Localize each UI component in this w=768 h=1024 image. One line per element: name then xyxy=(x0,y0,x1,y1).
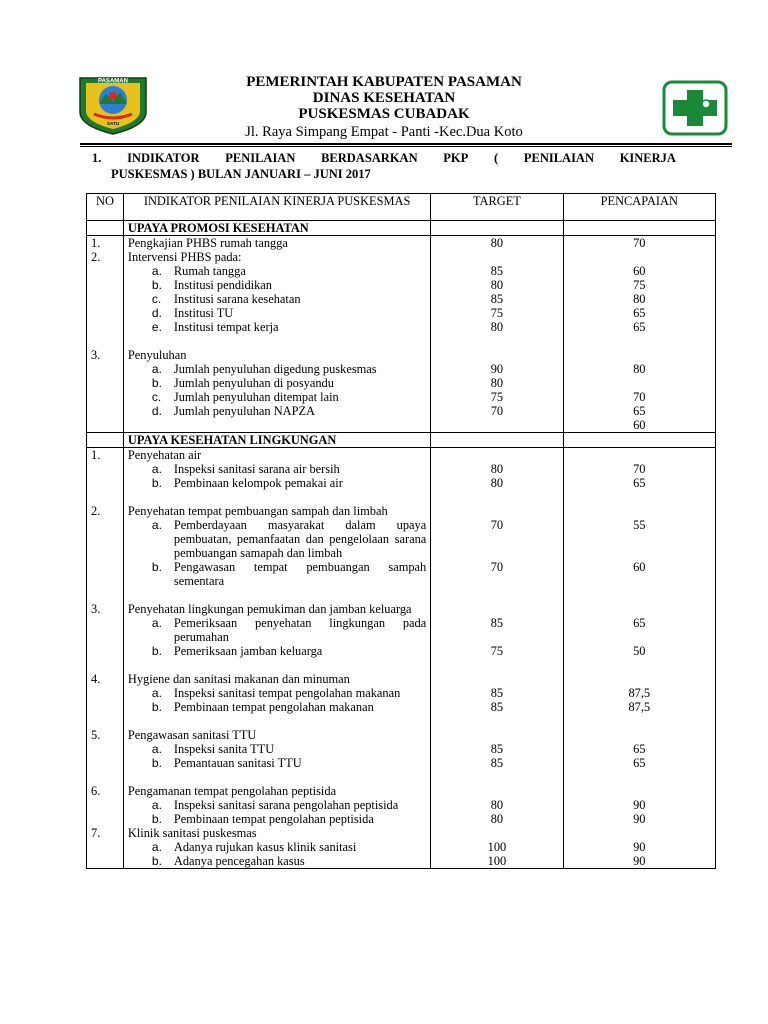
table-row xyxy=(87,504,716,518)
table-row xyxy=(87,756,716,770)
row-target: 75 xyxy=(431,306,563,320)
header-no: NO xyxy=(87,194,124,221)
table-row xyxy=(87,560,716,588)
table-row xyxy=(87,462,716,476)
category-row xyxy=(87,221,716,236)
section-heading-line2: PUSKESMAS ) BULAN JANUARI – JUNI 2017 xyxy=(111,167,371,181)
row-indicator: Pembinaan kelompok pemakai air xyxy=(173,476,343,490)
letterhead-rule-thin xyxy=(80,146,732,147)
letterhead-rule-thick xyxy=(80,143,732,145)
sub-letter: b. xyxy=(151,812,162,826)
row-achievement: 80 xyxy=(563,362,715,376)
row-target: 85 xyxy=(431,264,563,278)
row-indicator: Pengawasan tempat pembuangan sampah sementara xyxy=(173,560,427,588)
row-indicator: Pemeriksaan jamban keluarga xyxy=(173,644,323,658)
spacer-row xyxy=(87,714,716,728)
sub-letter: b. xyxy=(151,278,162,292)
table-row xyxy=(87,672,716,686)
sub-letter: a. xyxy=(151,798,162,812)
row-number: 1. xyxy=(87,236,124,251)
indicator-table xyxy=(86,193,716,869)
section-heading xyxy=(92,150,676,182)
table-row xyxy=(87,264,716,278)
table-row xyxy=(87,616,716,644)
sub-letter: d. xyxy=(151,306,162,320)
sub-letter: a. xyxy=(151,462,162,476)
row-indicator: Penyehatan lingkungan pemukiman dan jamban keluarga xyxy=(123,602,430,616)
sub-letter: d. xyxy=(151,404,162,418)
puskesmas-title: PUSKESMAS CUBADAK xyxy=(298,106,470,122)
spacer-row xyxy=(87,770,716,784)
table-row xyxy=(87,404,716,418)
table-row xyxy=(87,306,716,320)
table-row xyxy=(87,798,716,812)
row-indicator: Jumlah penyuluhan NAPZA xyxy=(173,404,316,418)
row-target: 80 xyxy=(431,236,563,251)
row-achievement: 50 xyxy=(563,644,715,658)
heading-word: PENILAIAN xyxy=(225,151,296,165)
row-indicator: Intervensi PHBS pada: xyxy=(123,250,430,264)
row-achievement: 55 xyxy=(563,518,715,560)
row-number: 7. xyxy=(87,826,124,840)
row-target: 85 xyxy=(431,742,563,756)
table-row xyxy=(87,476,716,490)
row-target: 70 xyxy=(431,518,563,560)
row-achievement: 90 xyxy=(563,854,715,869)
row-achievement: 80 xyxy=(563,292,715,306)
table-row xyxy=(87,348,716,362)
table-row xyxy=(87,812,716,826)
row-indicator: Jumlah penyuluhan ditempat lain xyxy=(173,390,339,404)
category-title: UPAYA KESEHATAN LINGKUNGAN xyxy=(123,433,430,448)
spacer-row xyxy=(87,334,716,348)
category-row xyxy=(87,433,716,448)
row-target: 80 xyxy=(431,798,563,812)
row-target: 85 xyxy=(431,700,563,714)
sub-letter: c. xyxy=(151,292,162,306)
table-row xyxy=(87,854,716,869)
sub-letter: e. xyxy=(151,320,162,334)
puskesmas-cross-logo xyxy=(662,80,728,136)
heading-word: KINERJA xyxy=(619,151,676,165)
sub-letter: a. xyxy=(151,616,162,630)
department-title: DINAS KESEHATAN xyxy=(312,90,456,106)
table-row xyxy=(87,362,716,376)
row-achievement: 60 xyxy=(563,560,715,588)
crest-text-bottom: SATU xyxy=(107,121,119,126)
table-row xyxy=(87,250,716,264)
heading-word: ( xyxy=(493,151,499,165)
row-target: 85 xyxy=(431,756,563,770)
row-indicator: Adanya rujukan kasus klinik sanitasi xyxy=(173,840,357,854)
row-indicator: Inspeksi sanitasi sarana air bersih xyxy=(173,462,340,476)
sub-letter: b. xyxy=(151,700,162,714)
row-indicator: Jumlah penyuluhan di posyandu xyxy=(173,376,334,390)
section-heading-line1 xyxy=(92,150,676,166)
sub-letter: a. xyxy=(151,264,162,278)
header-target: TARGET xyxy=(431,194,563,221)
heading-word: INDIKATOR xyxy=(127,151,200,165)
row-achievement: 65 xyxy=(563,756,715,770)
row-achievement: 65 xyxy=(563,306,715,320)
row-achievement: 90 xyxy=(563,798,715,812)
row-indicator: Inspeksi sanitasi sarana pengolahan peptisida xyxy=(173,798,399,812)
sub-letter: c. xyxy=(151,390,162,404)
spacer-row xyxy=(87,658,716,672)
row-target: 80 xyxy=(431,278,563,292)
heading-word: BERDASARKAN xyxy=(321,151,418,165)
table-row xyxy=(87,826,716,840)
table-row xyxy=(87,376,716,390)
row-target: 70 xyxy=(431,560,563,588)
table-row xyxy=(87,236,716,251)
table-row xyxy=(87,390,716,404)
row-indicator: Penyehatan tempat pembuangan sampah dan limbah xyxy=(123,504,430,518)
row-target: 90 xyxy=(431,362,563,376)
row-indicator: Institusi sarana kesehatan xyxy=(173,292,301,306)
row-target: 85 xyxy=(431,292,563,306)
row-indicator: Pengkajian PHBS rumah tangga xyxy=(123,236,430,251)
row-achievement: 70 xyxy=(563,390,715,404)
row-target: 100 xyxy=(431,854,563,869)
row-indicator: Pembinaan tempat pengolahan makanan xyxy=(173,700,374,714)
row-achievement: 65 xyxy=(563,404,715,418)
row-target: 75 xyxy=(431,390,563,404)
table-row xyxy=(87,840,716,854)
row-achievement: 90 xyxy=(563,840,715,854)
sub-letter: a. xyxy=(151,840,162,854)
row-achievement: 87,5 xyxy=(563,686,715,700)
row-indicator: Pengamanan tempat pengolahan peptisida xyxy=(123,784,430,798)
table-row xyxy=(87,686,716,700)
row-indicator: Penyuluhan xyxy=(123,348,430,362)
crest-text-top: PASAMAN xyxy=(98,78,128,85)
row-indicator: Institusi TU xyxy=(173,306,234,320)
row-achievement: 65 xyxy=(563,616,715,644)
row-target: 75 xyxy=(431,644,563,658)
row-indicator: Rumah tangga xyxy=(173,264,246,278)
row-target: 80 xyxy=(431,320,563,334)
category-title: UPAYA PROMOSI KESEHATAN xyxy=(123,221,430,236)
row-number: 2. xyxy=(87,504,124,518)
row-indicator: Inspeksi sanita TTU xyxy=(173,742,275,756)
row-achievement: 90 xyxy=(563,812,715,826)
row-indicator: Pengawasan sanitasi TTU xyxy=(123,728,430,742)
row-indicator: Penyehatan air xyxy=(123,448,430,463)
letterhead xyxy=(0,0,768,150)
row-target: 80 xyxy=(431,376,563,390)
row-achievement: 65 xyxy=(563,476,715,490)
spacer-row xyxy=(87,588,716,602)
row-target: 85 xyxy=(431,616,563,644)
row-indicator: Institusi tempat kerja xyxy=(173,320,279,334)
row-achievement: 65 xyxy=(563,742,715,756)
sub-letter: a. xyxy=(151,686,162,700)
table-row xyxy=(87,518,716,560)
table-row xyxy=(87,602,716,616)
row-number: 1. xyxy=(87,448,124,463)
row-target: 100 xyxy=(431,840,563,854)
row-achievement: 60 xyxy=(563,264,715,278)
header-indicator: INDIKATOR PENILAIAN KINERJA PUSKESMAS xyxy=(123,194,430,221)
sub-letter: b. xyxy=(151,476,162,490)
row-achievement: 60 xyxy=(563,418,715,433)
row-achievement xyxy=(563,376,715,390)
row-target: 80 xyxy=(431,476,563,490)
header-achievement: PENCAPAIAN xyxy=(563,194,715,221)
table-row xyxy=(87,418,716,433)
row-target: 80 xyxy=(431,812,563,826)
table-row xyxy=(87,448,716,463)
sub-letter: b. xyxy=(151,644,162,658)
heading-word: PENILAIAN xyxy=(523,151,594,165)
row-indicator: Pemberdayaan masyarakat dalam upaya pembuatan, pemanfaatan dan pengelolaan sarana pembuangan samapah dan limbah xyxy=(173,518,427,560)
row-number: 3. xyxy=(87,348,124,362)
row-number: 3. xyxy=(87,602,124,616)
sub-letter: b. xyxy=(151,376,162,390)
row-indicator: Pemantauan sanitasi TTU xyxy=(173,756,302,770)
row-achievement: 70 xyxy=(563,236,715,251)
row-number: 5. xyxy=(87,728,124,742)
table-row xyxy=(87,784,716,798)
sub-letter: b. xyxy=(151,756,162,770)
row-target: 70 xyxy=(431,404,563,418)
row-indicator: Pemeriksaan penyehatan lingkungan pada perumahan xyxy=(173,616,427,644)
row-indicator: Jumlah penyuluhan digedung puskesmas xyxy=(173,362,377,376)
row-indicator: Hygiene dan sanitasi makanan dan minuman xyxy=(123,672,430,686)
row-indicator: Klinik sanitasi puskesmas xyxy=(123,826,430,840)
government-title: PEMERINTAH KABUPATEN PASAMAN xyxy=(246,74,522,90)
row-achievement: 87,5 xyxy=(563,700,715,714)
table-row xyxy=(87,700,716,714)
row-number: 6. xyxy=(87,784,124,798)
row-achievement: 75 xyxy=(563,278,715,292)
table-row xyxy=(87,728,716,742)
row-achievement: 70 xyxy=(563,462,715,476)
row-target: 85 xyxy=(431,686,563,700)
sub-letter: b. xyxy=(151,560,162,574)
row-indicator: Institusi pendidikan xyxy=(173,278,272,292)
table-header-row xyxy=(87,194,716,221)
table-row xyxy=(87,742,716,756)
heading-word: PKP xyxy=(443,151,469,165)
table-row xyxy=(87,278,716,292)
address: Jl. Raya Simpang Empat - Panti -Kec.Dua Koto xyxy=(245,124,523,140)
row-target: 80 xyxy=(431,462,563,476)
sub-letter: b. xyxy=(151,854,162,868)
sub-letter: a. xyxy=(151,362,162,376)
table-row xyxy=(87,320,716,334)
sub-letter: a. xyxy=(151,518,162,532)
row-indicator: Inspeksi sanitasi tempat pengolahan makanan xyxy=(173,686,401,700)
sub-letter: a. xyxy=(151,742,162,756)
row-achievement: 65 xyxy=(563,320,715,334)
table-row xyxy=(87,644,716,658)
spacer-row xyxy=(87,490,716,504)
row-number: 2. xyxy=(87,250,124,264)
row-indicator: Pembinaan tempat pengolahan peptisida xyxy=(173,812,374,826)
section-number: 1. xyxy=(92,151,102,165)
row-indicator: Adanya pencegahan kasus xyxy=(173,854,305,868)
table-row xyxy=(87,292,716,306)
row-number: 4. xyxy=(87,672,124,686)
